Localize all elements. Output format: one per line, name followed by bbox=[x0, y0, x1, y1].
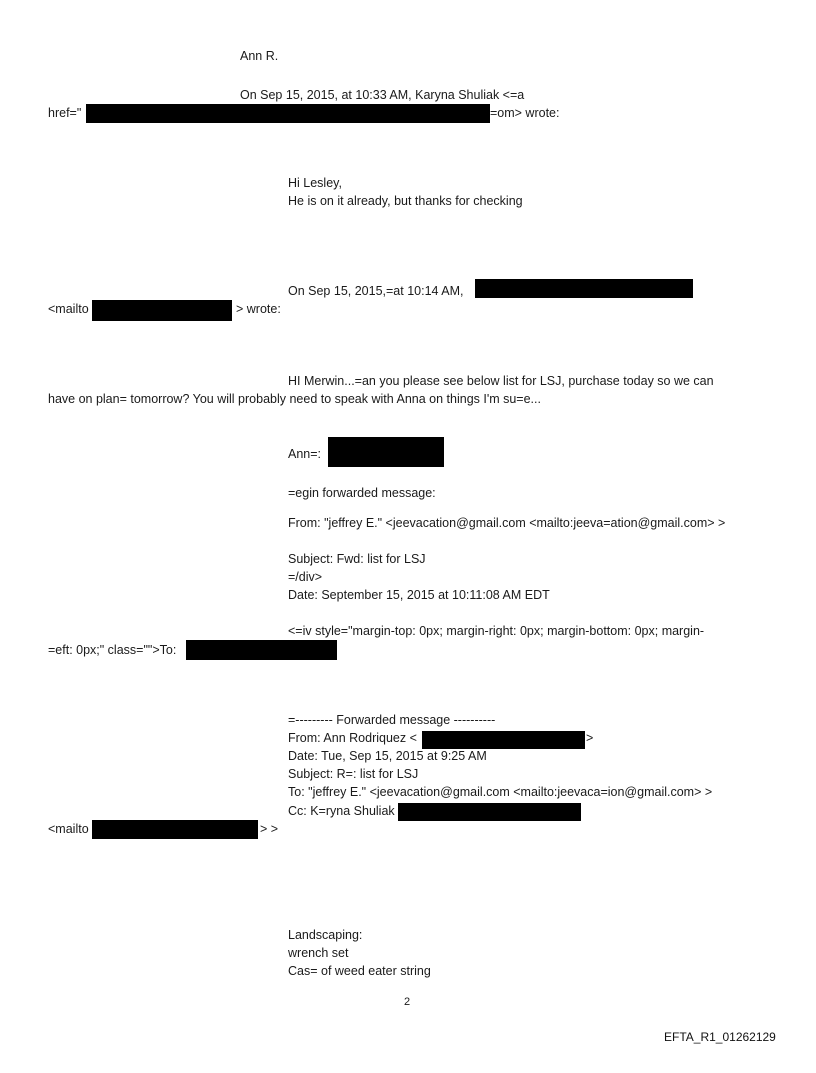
forwarded-separator: =--------- Forwarded message ---------- bbox=[288, 713, 496, 727]
page-number: 2 bbox=[404, 996, 411, 1008]
body-paragraph-line: HI Merwin...=an you please see below list for LSJ, purchase today so we can bbox=[288, 374, 714, 388]
mailto-suffix-text: > wrote: bbox=[236, 302, 281, 316]
redaction-bar bbox=[398, 803, 581, 821]
from-line: From: Ann Rodriquez < bbox=[288, 731, 417, 745]
div-tag-text: =/div> bbox=[288, 570, 323, 584]
from-line: From: "jeffrey E." <jeevacation@gmail.com <mailto:jeeva=ation@gmail.com> > bbox=[288, 516, 726, 530]
from-line-close: > bbox=[586, 731, 594, 745]
subject-line: Subject: R=: list for LSJ bbox=[288, 767, 419, 781]
body-paragraph-line: have on plan= tomorrow? You will probably need to speak with Anna on things I'm su=e... bbox=[48, 392, 541, 406]
redaction-bar bbox=[186, 640, 337, 660]
reply-header-line: On Sep 15, 2015,=at 10:14 AM, bbox=[288, 284, 464, 298]
date-line: Date: Tue, Sep 15, 2015 at 9:25 AM bbox=[288, 749, 487, 763]
redaction-bar bbox=[328, 437, 444, 467]
mailto-prefix-text: <mailto bbox=[48, 302, 89, 316]
mailto-suffix-text: > > bbox=[260, 822, 279, 836]
html-fragment-line: <=iv style="margin-top: 0px; margin-right: 0px; margin-bottom: 0px; margin- bbox=[288, 624, 705, 638]
redaction-bar bbox=[422, 731, 585, 749]
date-line: Date: September 15, 2015 at 10:11:08 AM EDT bbox=[288, 588, 550, 602]
list-item: Cas= of weed eater string bbox=[288, 964, 431, 978]
forwarded-intro-text: =egin forwarded message: bbox=[288, 486, 436, 500]
greeting-text: Hi Lesley, bbox=[288, 176, 342, 190]
subject-line: Subject: Fwd: list for LSJ bbox=[288, 552, 426, 566]
mailto-prefix-text: <mailto bbox=[48, 822, 89, 836]
signoff-text: Ann R. bbox=[240, 49, 279, 63]
list-item: wrench set bbox=[288, 946, 349, 960]
redaction-bar bbox=[92, 300, 232, 321]
reply-header-line: On Sep 15, 2015, at 10:33 AM, Karyna Shuliak <=a bbox=[240, 88, 525, 102]
redaction-bar bbox=[475, 279, 693, 298]
reply-body-text: He is on it already, but thanks for checking bbox=[288, 194, 523, 208]
redaction-bar bbox=[92, 820, 258, 839]
cc-line: Cc: K=ryna Shuliak bbox=[288, 804, 395, 818]
href-suffix-text: =om> wrote: bbox=[490, 106, 560, 120]
to-line: To: "jeffrey E." <jeevacation@gmail.com <mailto:jeevaca=ion@gmail.com> > bbox=[288, 785, 713, 799]
document-id: EFTA_R1_01262129 bbox=[664, 1030, 776, 1044]
redaction-bar bbox=[86, 104, 490, 123]
ann-label-text: Ann=: bbox=[288, 447, 322, 461]
list-heading: Landscaping: bbox=[288, 928, 363, 942]
href-prefix-text: href=" bbox=[48, 106, 82, 120]
html-fragment-to-text: =eft: 0px;" class="">To: bbox=[48, 643, 177, 657]
